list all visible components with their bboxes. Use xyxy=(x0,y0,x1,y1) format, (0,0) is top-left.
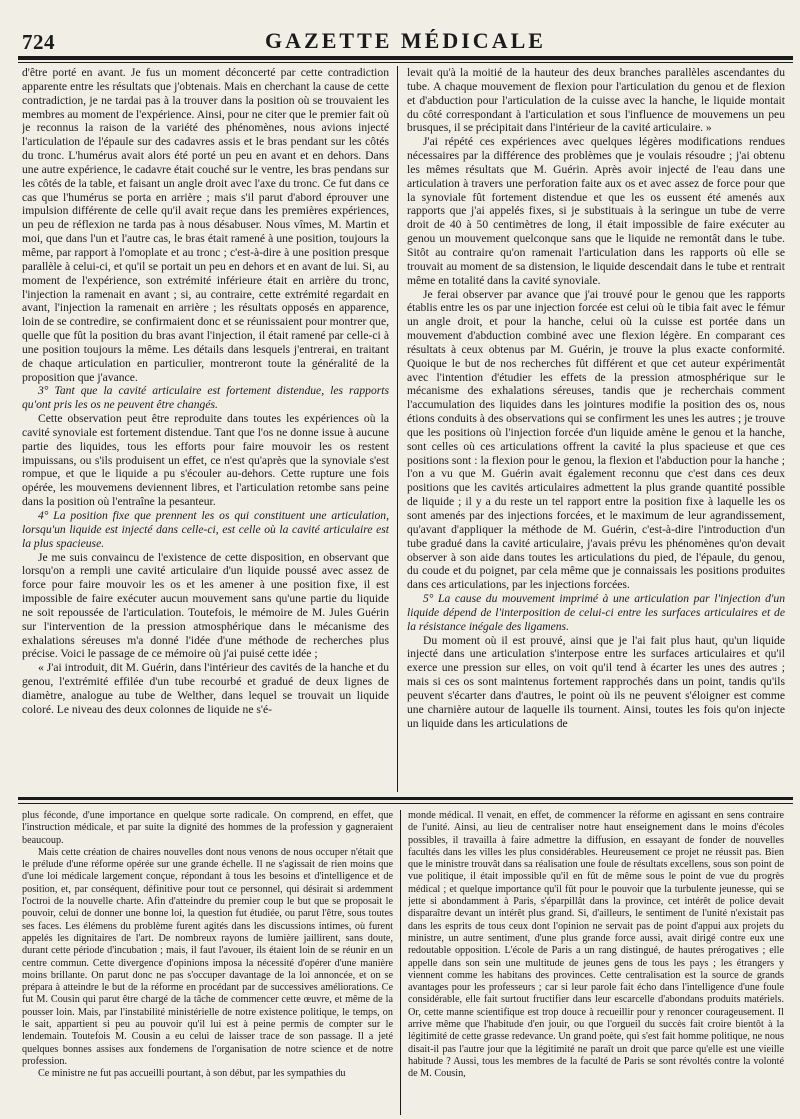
feuilleton-paragraph: plus féconde, d'une importance en quelque sorte radicale. On comprend, en effet, que l'instruction médicale, et par suite la dignité des hommes de la profession y gagneraient beaucoup. xyxy=(22,810,393,846)
column-divider xyxy=(397,66,398,792)
page-number: 724 xyxy=(22,30,55,54)
article-paragraph: Je ferai observer par avance que j'ai trouvé pour le genou que les rapports établis entre les os par une injection forcée est celui où le tibia fait avec le fémur un angle droit, et pour la hanche, celui où la cuisse est portée dans un mouvement d'abduction combiné avec une flexion légère. En comparant ces résultats à ceux obtenus par M. Guérin, je trouve la plus exacte conformité. Quoique le but de nos recherches fût différent et que cet auteur expérimentât avec l'intention d'étudier les effets de la pression atmosphérique sur le mécanisme des exhalations séreuses, tandis que je recherchais comment l'accumulation des liquides dans les jointures modifie la position des os, nous étions conduits à des observations qui se confirment les unes les autres ; je trouve que les positions où l'injection forcée d'un liquide amène le genou et la hanche, sont celles où ces articulations offrent la cavité la plus spacieuse et que ces positions sont : la flexion pour le genou, la flexion et l'abduction pour la hanche ; l'on a vu que M. Guérin avait également reconnu que c'est dans ces deux positions que les cavités articulaires admettent la plus grande quantité possible de liquide ; il y a du reste un tel rapport entre la position fixe à laquelle les os sont amenés par des injections forcées, et le maximum de leur agrandissement, qu'avant d'appliquer la méthode de M. Guérin, c'est-à-dire l'introduction d'un tube gradué dans la cavité articulaire, j'avais prévu les phénomènes qu'on devait observer à son aide dans toutes les articulations du pied, de l'épaule, du genou, du coude et du poignet, par cela même que je connaissais les positions produites dans ces articulations, par les injections forcées. xyxy=(407,287,785,592)
feuilleton-column-divider xyxy=(400,810,401,1115)
header-rule xyxy=(18,56,793,60)
article-left-column xyxy=(22,66,389,792)
feuilleton-paragraph: Ce ministre ne fut pas accueilli pourtant, à son début, par les sympathies du xyxy=(38,1068,346,1080)
article-right-column xyxy=(407,66,785,792)
feuilleton-right-column xyxy=(408,810,784,1115)
feuilleton-separator xyxy=(18,797,793,800)
article-paragraph: d'être porté en avant. Je fus un moment déconcerté par cette contradiction apparente entre les résultats que j'obtenais. Mais en cherchant la cause de cette contradiction, je ne tardai pas à la trouver dans la position où se trouvaient les membres au moment de l'expérience. Ainsi, pour ne citer que le premier fait où je reconnus la raison de la variété des phénomènes, nous avions injecté l'articulation de l'épaule sur des cadavres assis et le bras pendant sur les côtés du tronc. L'humérus avait alors été porté un peu en avant et en dehors. Dans une autre expérience, le cadavre était couché sur le ventre, les bras pendans sur les côtés de la table, et faisant un angle droit avec l'axe du tronc. Ce fut dans ce cas que l'humérus se porta en arrière ; mais s'il parut d'abord éprouver une impulsion différente de celle qu'il avait reçue dans les premières expériences, un peu de réflexion ne tarda pas à nous désabuser. Nous vîmes, M. Martin et moi, que dans l'un et l'autre cas, le bras était ramené à une position, toujours la même, par rapport à l'omoplate et au tronc ; c'est-à-dire à une position presque parallèle à celui-ci, et qu'il se portait un peu en dehors et en avant de lui. Si, au moment de l'expérience, son extrémité inférieure était en arrière du tronc, l'injection la ramenait en avant ; si, au contraire, cette extrémité regardait en avant, l'injection la ramenait en arrière ; les résultats opposés en apparence, loin de se contredire, se confirmaient donc et se réunissaient pour montrer que, quelle que fût la position du bras avant l'injection, il était ramené par celle-ci à une position toujours la même. Les détails dans lesquels j'entrerai, en traitant de chaque articulation en particulier, montreront toute la généralité de la proposition que j'avance. xyxy=(22,66,389,384)
article-paragraph: Du moment où il est prouvé, ainsi que je l'ai fait plus haut, qu'un liquide injecté dans une articulation s'interpose entre les surfaces articulaires et qu'il exerce une pression sur elles, on voit qu'il tend à écarter les unes des autres ; mais si ces os sont maintenus fortement rapprochés dans un point, tandis qu'ils peuvent s'écarter dans d'autres, le point où ils ne peuvent s'éloigner est comme une charnière autour de laquelle ils tournent. Ainsi, toutes les fois qu'on injecte un liquide dans les articulations de xyxy=(407,633,785,730)
article-proposition: 5° La cause du mouvement imprimé à une articulation par l'injection d'un liquide dépend de l'interposition de celui-ci entre les surfaces articulaires et de la résistance inégale des ligamens. xyxy=(407,592,785,633)
article-proposition: 4° La position fixe que prennent les os qui constituent une articulation, lorsqu'un liquide est injecté dans celle-ci, est celle où la cavité articulaire est la plus spacieuse. xyxy=(22,509,389,550)
article-paragraph: Cette observation peut être reproduite dans toutes les expériences où la cavité synoviale est fortement distendue. Tant que l'os ne donne issue à aucune partie des liquides, tous les efforts pour faire mouvoir les os restent impuissans, ou s'ils produisent un effet, ce n'est qu'après que la synoviale s'est rompue, et que le liquide a pu s'écouler au-dehors. Cette rupture une fois opérée, les mouvemens deviennent libres, et l'articulation retombe sans peine dans la position où l'entraîne la pesanteur. xyxy=(22,412,389,509)
article-quote: levait qu'à la moitié de la hauteur des deux branches parallèles ascendantes du tube. A chaque mouvement de flexion pour l'articulation du genou et de flexion et d'abduction pour l'articulation de la cuisse avec la hanche, le liquide montait du côté correspondant à l'articulation et sous l'influence de mouvemens un peu brusques, il se précipitait dans l'intérieur de la cavité articulaire. » xyxy=(407,66,785,135)
article-proposition: 3° Tant que la cavité articulaire est fortement distendue, les rapports qu'ont pris les os ne peuvent être changés. xyxy=(22,384,389,412)
feuilleton-left-column xyxy=(22,810,393,1115)
feuilleton-paragraph: monde médical. Il venait, en effet, de commencer la réforme en agissant en sens contraire de l'unité. Ainsi, au lieu de centraliser notre haut enseignement dans le moins d'écoles possibles, il travailla à faire admettre la diffusion, en essayant de fonder de nouvelles facultés dans les villes les plus considérables. Heureusement ce projet ne réussit pas. Bien que le ministre trouvât dans sa réalisation une foule de résultats excellens, sous son point de vue politique, il était impossible qu'il en fût de même sous le point de vue du progrès médical ; et quelque importance qu'il fût pour le pouvoir que la turbulente jeunesse, qui se jette si abondamment à Paris, s'éparpillât dans la province, cet intérêt de police devait disparaître devant un intérêt plus grand. Si, d'ailleurs, le sentiment de l'unité n'existait pas dans les esprits de tous ceux dont l'opinion ne servait pas de point d'appui aux projets du ministre, un autre sentiment, d'une plus grande force aussi, avait dirigé contre eux une redoutable opposition. L'école de Paris a un rang distingué, de hautes prérogatives ; elle appelle dans son sein une multitude de jeunes gens de tous les pays ; les étrangers y viennent comme les habitans des provinces. Cette centralisation est la source de grands avantages pour les professeurs ; car si leur parole fait écho dans l'intelligence d'une foule considérable, elle fait surtout fructifier dans leur escarcelle d'abondans produits matériels. Or, cette manne scientifique est trop douce à recueillir pour y renoncer courageusement. Il arrive même que l'habitude d'en jouir, ou que l'orgueil du succès fait croire bientôt à la légitimité de cette grasse redevance. Un grand poète, qui s'est fait homme politique, ne nous disait-il pas l'autre jour que la légitimité ne paraît un droit que parce qu'elle est une vieille habitude ? Aussi, tous les membres de la faculté de Paris se sont révoltés contre la volonté de M. Cousin, xyxy=(408,810,784,1080)
header-rule-thin xyxy=(18,62,793,63)
article-paragraph: J'ai répété ces expériences avec quelques légères modifications rendues nécessaires par la différence des problèmes que je voulais résoudre ; j'ai obtenu les mêmes résultats que M. Guérin. Après avoir injecté de l'eau dans une articulation à travers une perforation faite aux os et avec assez de force pour que la synoviale fût fortement distendue et que les os eussent été amenés aux rapports que j'ai appelés fixes, si je substituais à la seringue un tube de verre droit de 40 à 50 centimètres de long, il était impossible de faire exécuter au genou un mouvement quelconque sans que le liquide ne remontât dans le tube. Sitôt au contraire qu'on ramenait l'articulation dans les rapports où elle se trouvait au moment de sa distension, le liquide descendait dans le tube et rentrait même en totalité dans la cavité synoviale. xyxy=(407,135,785,287)
journal-title: GAZETTE MÉDICALE xyxy=(265,28,546,53)
page-header xyxy=(18,22,793,58)
feuilleton-paragraph: Mais cette création de chaires nouvelles dont nous venons de nous occuper n'était que le prélude d'une réforme opérée sur une grande échelle. Il ne s'agissait de rien moins que d'une loi médicale largement conçue, répondant à tous les besoins et d'intelligence et de position, et, par conséquent, définitive pour tout ce personnel, qui désirait si ardemment l'octroi de la nouvelle charte. Afin d'atteindre du premier coup le but que se proposait le pouvoir, celui de donner une bonne loi, la question fut étudiée, ou parut l'être, sous toutes ses faces. Les élémens du problème furent agités dans les discussions intimes, où furent appelés les dignitaires de l'art. De nombreux rayons de lumière jaillirent, sans doute, durant cette période d'incubation ; mais, il faut l'avouer, ils étaient loin de se réunir en un centre commun. Cette divergence d'opinions imposa la nécessité d'opérer d'une manière moins brillante. On parut donc ne pas s'occuper davantage de la loi annoncée, et on se prépara à atteindre le but de la réforme en procédant par de successives améliorations. Ce fut M. Cousin qui parut être chargé de la tâche de commencer cette œuvre, et même de la pousser loin. Mais, par l'instabilité ministérielle de notre existence politique, le temps, on le sait, appartient si peu au pouvoir qu'il lui est à peine permis de compter sur le lendemain. Toutefois M. Cousin a eu celui de laisser trace de son passage. Il a jeté quelques bonnes assises aux fondemens de l'organisation de notre science et de notre profession. xyxy=(22,846,393,1067)
feuilleton-separator-thin xyxy=(18,803,793,804)
article-paragraph: Je me suis convaincu de l'existence de cette disposition, en observant que lorsqu'on a rempli une cavité articulaire d'un liquide poussé avec assez de force pour faire mouvoir les os et les amener à une position fixe, il est impossible de faire exécuter aucun mouvement sans qu'une partie du liquide ne soit repoussée de l'articulation. Toutefois, le mémoire de M. Jules Guérin sur l'intervention de la pression atmosphérique dans le mécanisme des exhalations séreuses m'a donné l'idée d'une méthode de recherches plus précise. Voici le passage de ce mémoire où j'ai puisé cette idée ; xyxy=(22,550,389,661)
article-quote: « J'ai introduit, dit M. Guérin, dans l'intérieur des cavités de la hanche et du genou, l'extrémité effilée d'un tube recourbé et gradué de deux lignes de diamètre, analogue au tube de Welther, dans lequel se trouvait un liquide coloré. Le niveau des deux colonnes de liquide ne s'é- xyxy=(22,661,389,716)
